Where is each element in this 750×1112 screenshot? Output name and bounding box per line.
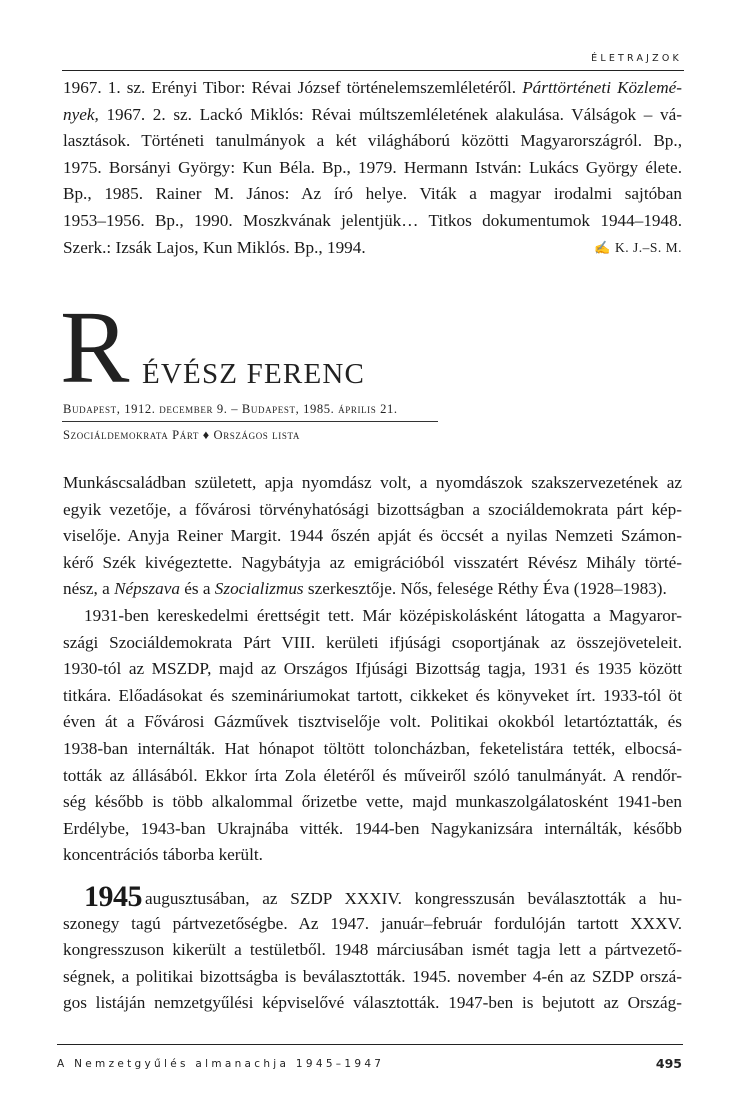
text-line [63,964,682,991]
name-drop-cap: R [60,290,130,405]
paragraph-3 [63,880,682,1017]
text-line [63,523,682,550]
text-line [63,208,682,235]
page-number: 495 [655,1056,682,1071]
text-run: 1967. 2. sz. Lackó Miklós: Révai múltszemléletének alakulása. Válságok – vá- [98,104,682,124]
text-run: 1930-tól az MSZDP, majd az Országos Ifjúsági Bizottság tagja, 1931 és 1935 között [63,659,682,679]
text-line [63,842,682,869]
text-line [63,102,682,129]
entry-name: ÉVÉSZ FERENC [142,358,366,390]
text-run: szerkesztője. Nős, felesége Réthy Éva (1928–1983). [303,579,667,599]
text-line [63,880,682,913]
paragraph-3-lines [63,880,682,1017]
text-line [63,497,682,524]
text-line [63,181,682,208]
bibliography-block [63,75,682,261]
bibliography-last-line [63,235,682,262]
text-run: 1938-ban internálták. Hat hónapot töltött toloncházban, feketelistára tették, elbocsá- [63,738,682,758]
italic-title: nyek, [63,104,99,124]
text-line [63,709,682,736]
text-run: szági Szociáldemokrata Párt VIII. kerületi ifjúsági csoportjának az összejöveteleit. [63,632,682,652]
paragraph-2 [63,603,682,869]
text-line [63,75,682,102]
footer-title: A Nemzetgyűlés almanachja 1945–1947 [57,1058,385,1070]
text-run: Bp., 1985. Rainer M. János: Az író helye. Viták a magyar irodalmi sajtóban [63,184,682,204]
text-run: augusztusában, az SZDP XXXIV. kongresszusán beválasztották a hu- [145,889,682,908]
text-run: koncentrációs táborba került. [63,845,263,865]
paragraph-1 [63,470,682,603]
author-signature [594,235,682,262]
text-run: Munkáscsaládban született, apja nyomdász volt, a nyomdászok szakszervezetének az [63,473,682,492]
header-rule [62,70,684,71]
entry-headline [60,290,560,405]
text-run: nész, a [63,579,115,599]
bibliography-lines [63,75,682,235]
text-run: ség később is több alkalommal őrizetbe vette, majd munkaszolgálatosként 1941-ben [63,792,682,812]
text-run: gos listáján nemzetgyűlési képviselővé választották. 1947-ben is bejutott az Ország- [63,993,682,1013]
text-line [63,763,682,790]
text-line [63,550,682,577]
italic-title: Szocializmus [214,579,304,599]
footer-rule [57,1044,683,1045]
party-list: Szociáldemokrata Párt ♦ Országos lista [63,428,300,442]
writing-hand-icon: ✍ [594,239,611,255]
text-line [63,576,682,603]
text-run: kérő Szék kivégeztette. Nagybátyja az emigrációból visszatért Révész Mihály törté- [63,552,682,572]
text-line [63,656,682,683]
text-line [63,603,682,630]
running-head: ÉLETRAJZOK [591,53,682,64]
text-line [63,937,682,964]
text-run: titkára. Előadásokat és szemináriumokat tartott, cikkeket és könyveket írt. 1933-tól öt [63,685,682,705]
birth-death-dates: Budapest, 1912. december 9. – Budapest, 1985. április 21. [63,402,398,416]
text-line [63,990,682,1017]
text-line [63,736,682,763]
text-run: éven át a Fővárosi Gázművek tisztviselője volt. Politikai okokból letartóztatták, és [63,712,682,732]
text-run: lasztások. Történeti tanulmányok a két világháború közötti Magyarországról. Bp., [63,131,682,151]
dates-rule [62,421,438,422]
year-lead-in: 1945 [84,880,142,913]
text-run: szonegy tagú pártvezetőségbe. Az 1947. január–február fordulóján tartott XXXV. [63,913,682,933]
text-line [63,816,682,843]
text-line [63,630,682,657]
text-run: Erdélybe, 1943-ban Ukrajnába vitték. 1944-ben Nagykanizsára internálták, később [63,818,682,838]
italic-title: Párttörténeti Közlemé- [522,78,682,97]
text-line [63,155,682,182]
signature-text: K. J.–S. M. [614,239,682,255]
bibliography-last-text: Szerk.: Izsák Lajos, Kun Miklós. Bp., 1994. [63,237,366,257]
text-run: 1975. Borsányi György: Kun Béla. Bp., 1979. Hermann István: Lukács György élete. [63,157,682,177]
text-run: ségnek, a politikai bizottságba is beválasztották. 1945. november 4-én az SZDP orszá- [63,966,682,986]
text-line [63,683,682,710]
text-run: viselője. Anyja Reiner Margit. 1944 őszén apját és öccsét a nyilas Nemzeti Számon- [63,526,682,546]
text-run: 1953–1956. Bp., 1990. Moszkvának jelentjük… Titkos dokumentumok 1944–1948. [63,210,682,230]
text-run: egyik vezetője, a fővárosi törvényhatósági bizottságban a szociáldemokrata párt kép- [63,499,682,519]
text-run: kongresszuson kikerült a testületből. 1948 márciusában ismét tagja lett a pártvezető- [63,940,682,960]
text-line [63,470,682,497]
text-run: tották az állásából. Ekkor írta Zola életéről és műveiről szóló tanulmányát. A rendőr- [63,765,682,785]
text-line [63,128,682,155]
text-line [63,789,682,816]
italic-title: Népszava [114,579,180,599]
text-run: 1967. 1. sz. Erényi Tibor: Révai József történelemszemléletéről. [63,78,523,97]
text-line [63,911,682,938]
text-run: és a [179,579,215,599]
text-run: 1931-ben kereskedelmi érettségit tett. Már középiskolásként látogatta a Magyaror- [84,606,682,625]
